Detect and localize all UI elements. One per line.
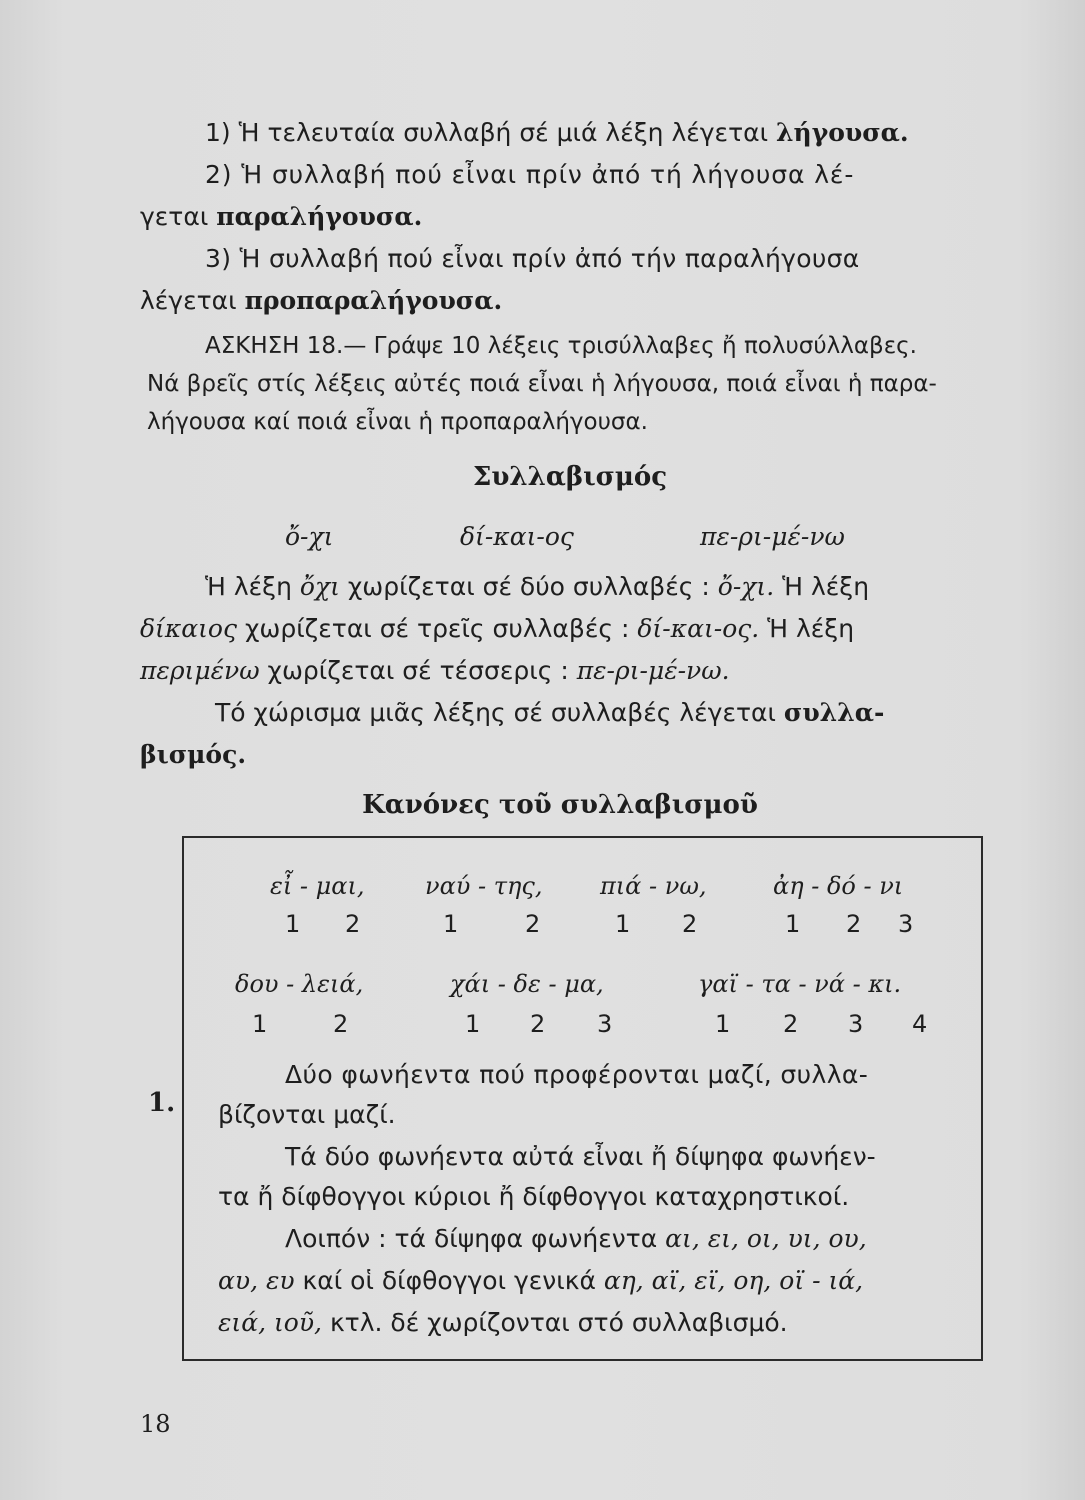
rule-3-line2: [140, 286, 502, 316]
term-paraligousa: παραλήγουσα.: [216, 202, 423, 231]
para1-line3: [140, 656, 730, 686]
syllable-number: 2: [682, 910, 698, 938]
syllable-number: 3: [898, 910, 914, 938]
para1-line2: [140, 614, 990, 644]
box-rule-line1: Δύο φωνήεντα πού προφέρονται μαζί, συλλα-: [285, 1060, 869, 1089]
exercise-line1: ΑΣΚΗΣΗ 18.— Γράψε 10 λέξεις τρισύλλαβες ἤ πολυσύλλαβες.: [205, 333, 917, 359]
para1-line1: [205, 572, 990, 602]
syllable-number: 2: [530, 1010, 546, 1038]
box-rule-line7: [218, 1308, 788, 1338]
syllable-number: 2: [333, 1010, 349, 1038]
example-word-2: δί-και-ος: [460, 522, 574, 551]
rule-3-line1: 3) Ἡ συλλαβή πού εἶναι πρίν ἀπό τήν παραλήγουσα: [205, 244, 860, 273]
term-syllavismos-part1: συλλα-: [783, 698, 885, 727]
exercise-line2: Νά βρεῖς στίς λέξεις αὐτές ποιά εἶναι ἡ λήγουσα, ποιά εἶναι ἡ παρα-: [147, 371, 937, 397]
text: Ἡ λέξη: [767, 614, 855, 643]
syllable-number: 1: [715, 1010, 731, 1038]
split-dikaios: δί-και-ος.: [637, 614, 760, 643]
box-rule-line6: [218, 1266, 863, 1296]
text: Ἡ λέξη: [782, 572, 870, 601]
syllable-number: 1: [615, 910, 631, 938]
syllable-number: 4: [912, 1010, 928, 1038]
syllable-number: 1: [285, 910, 301, 938]
rule-2-line2: [140, 202, 422, 232]
term-ligousa: λήγουσα.: [776, 118, 909, 147]
example-aidoni: ἀη - δό - νι: [773, 872, 904, 900]
diphthong-list: αι, ει, οι, υι, ου,: [665, 1224, 867, 1253]
syllable-number: 1: [443, 910, 459, 938]
box-rule-line4: τα ἤ δίφθογγοι κύριοι ἤ δίφθογγοι καταχρηστικοί.: [218, 1182, 850, 1211]
rule-1: [205, 118, 909, 148]
exercise-line3: λήγουσα καί ποιά εἶναι ἡ προπαραλήγουσα.: [147, 409, 648, 435]
rule-3-prefix: λέγεται: [140, 286, 237, 315]
example-word-1: ὄ-χι: [285, 522, 334, 551]
rule-1-text: 1) Ἡ τελευταία συλλαβή σέ μιά λέξη λέγεται: [205, 118, 769, 147]
text: καί οἱ δίφθογγοι γενικά: [302, 1266, 596, 1295]
syllable-number: 1: [252, 1010, 268, 1038]
text: Τό χώρισμα μιᾶς λέξης σέ συλλαβές λέγεται: [215, 698, 776, 727]
example-gaitanaki: γαϊ - τα - νά - κι.: [698, 970, 902, 998]
syllable-number: 1: [465, 1010, 481, 1038]
split-perimeno: πε-ρι-μέ-νω.: [576, 656, 730, 685]
example-piano: πιά - νω,: [600, 872, 707, 900]
syllable-number: 3: [848, 1010, 864, 1038]
text: χωρίζεται σέ τρεῖς συλλαβές :: [244, 614, 630, 643]
syllable-number: 1: [785, 910, 801, 938]
diphthong-list: αη, αϊ, εϊ, οη, οϊ - ιά,: [603, 1266, 864, 1295]
box-rule-line2: βίζονται μαζί.: [218, 1100, 396, 1129]
text: Λοιπόν : τά δίψηφα φωνήεντα: [285, 1224, 658, 1253]
example-word-3: πε-ρι-μέ-νω: [700, 522, 845, 551]
section-title-syllabification: Συλλαβισμός: [472, 462, 668, 492]
word-ochi: ὄχι: [299, 572, 340, 601]
syllable-number: 3: [597, 1010, 613, 1038]
word-perimeno: περιμένω: [140, 656, 260, 685]
rule-2-prefix: γεται: [140, 202, 209, 231]
diphthong-list: ειά, ιοῦ,: [218, 1308, 322, 1337]
para2-line1: [215, 698, 884, 728]
syllable-number: 2: [345, 910, 361, 938]
box-rule-line3: Τά δύο φωνήεντα αὐτά εἶναι ἤ δίψηφα φωνήεν-: [285, 1142, 876, 1171]
rule-2-line1: 2) Ἡ συλλαβή πού εἶναι πρίν ἀπό τή λήγουσα λέ-: [205, 160, 855, 189]
page-number: 18: [140, 1410, 171, 1438]
text: κτλ. δέ χωρίζονται στό συλλαβισμό.: [329, 1308, 788, 1337]
syllable-number: 2: [783, 1010, 799, 1038]
text: Ἡ λέξη: [205, 572, 292, 601]
example-chaidema: χάι - δε - μα,: [450, 970, 604, 998]
example-doulia: δου - λειά,: [235, 970, 364, 998]
text: χωρίζεται σέ δύο συλλαβές :: [347, 572, 710, 601]
syllable-number: 2: [525, 910, 541, 938]
diphthong-list: αυ, ευ: [218, 1266, 295, 1295]
box-rule-line5: [285, 1224, 867, 1254]
term-proparaligousa: προπαραλήγουσα.: [244, 286, 503, 315]
word-dikaios: δίκαιος: [140, 614, 237, 643]
example-nafths: ναύ - της,: [425, 872, 543, 900]
term-syllavismos-part2: βισμός.: [140, 740, 247, 769]
section-title-rules: Κανόνες τοῦ συλλαβισμοῦ: [362, 790, 758, 820]
split-ochi: ὄ-χι.: [717, 572, 775, 601]
syllable-number: 2: [846, 910, 862, 938]
example-eimai: εἶ - μαι,: [270, 872, 365, 900]
rule-number: 1.: [148, 1088, 176, 1118]
text: χωρίζεται σέ τέσσερις :: [267, 656, 569, 685]
